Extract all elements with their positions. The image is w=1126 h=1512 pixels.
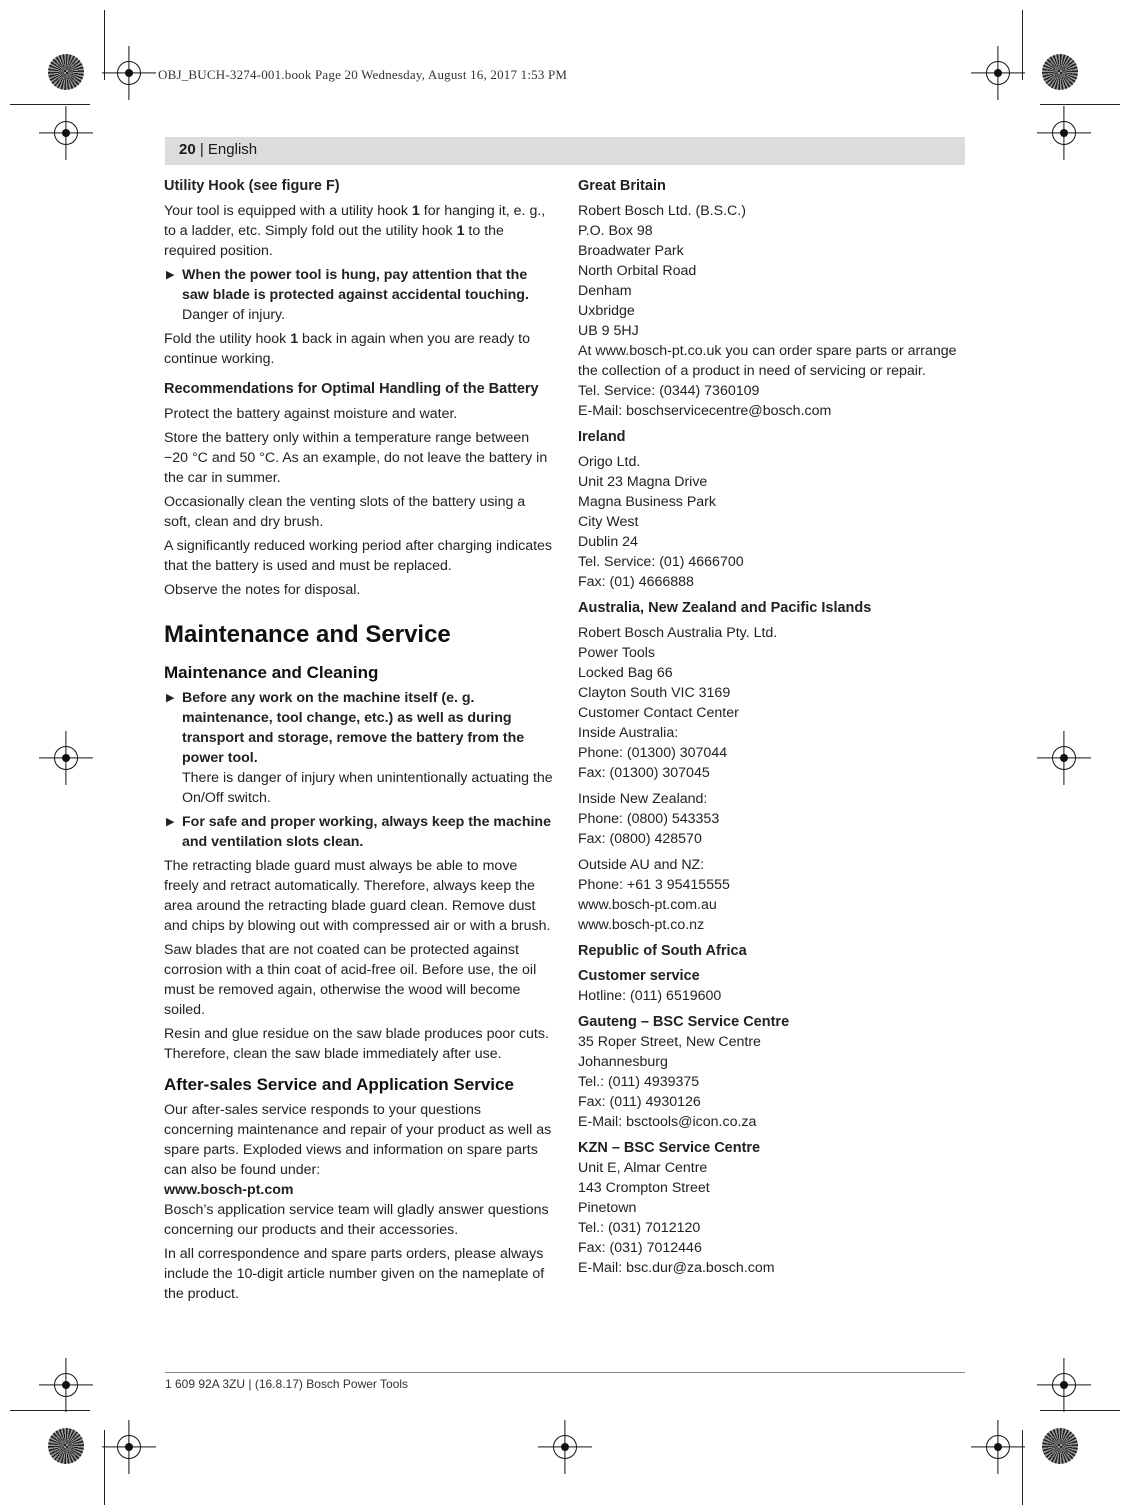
bullet-triangle-icon: ▶: [166, 269, 175, 281]
registration-mark-icon: [54, 1373, 78, 1397]
utility-hook-warning: ▶ When the power tool is hung, pay attention that the saw blade is protected against accidental touching. Danger of injury.: [166, 267, 529, 323]
right-column: [578, 176, 978, 1284]
registration-mark-icon: [54, 746, 78, 770]
gauteng-heading: Gauteng – BSC Service Centre: [578, 1014, 790, 1030]
great-britain-contact: Tel. Service: (0344) 7360109 E-Mail: boschservicecentre@bosch.com: [578, 383, 832, 419]
ireland-address: Origo Ltd. Unit 23 Magna Drive Magna Business Park City West Dublin 24 Tel. Service: (01) 4666700 Fax: (01) 4666888: [578, 454, 744, 590]
outside-au-nz-contact: Outside AU and NZ: Phone: +61 3 95415555 www.bosch-pt.com.au www.bosch-pt.co.nz: [578, 857, 730, 933]
color-target-icon: [1042, 54, 1078, 90]
page-number: 20: [179, 141, 196, 158]
registration-mark-icon: [986, 1435, 1010, 1459]
crop-mark: [104, 10, 105, 80]
registration-mark-icon: [1052, 746, 1076, 770]
crop-mark: [1022, 10, 1023, 80]
after-sales-paragraph: In all correspondence and spare parts orders, please always include the 10‑digit article number given on the nameplate of the product.: [164, 1246, 545, 1302]
maintenance-cleaning-heading: Maintenance and Cleaning: [164, 663, 379, 682]
great-britain-note: At www.bosch-pt.co.uk you can order spare parts or arrange the collection of a product in need of servicing or repair.: [578, 343, 957, 379]
after-sales-paragraph: Our after-sales service responds to your questions concerning maintenance and repair of your product as well as spare parts. Exploded views and information on spare parts can also be found under:: [164, 1102, 552, 1178]
battery-heading: Recommendations for Optimal Handling of the Battery: [164, 381, 539, 397]
bullet-triangle-icon: ▶: [166, 692, 175, 704]
battery-paragraph: Observe the notes for disposal.: [164, 582, 361, 598]
after-sales-heading: After-sales Service and Application Service: [164, 1075, 514, 1094]
maintenance-warning-clean: ▶ For safe and proper working, always keep the machine and ventilation slots clean.: [166, 814, 551, 850]
south-africa-heading: Republic of South Africa: [578, 943, 747, 959]
customer-service-heading: Customer service: [578, 968, 700, 984]
registration-mark-icon: [986, 61, 1010, 85]
crop-mark: [1040, 1410, 1120, 1411]
maintenance-warning-battery: ▶ Before any work on the machine itself (e. g. maintenance, tool change, etc.) as well as during transport and storage, remove the battery from the power tool. There is danger of injury when unintentionally actuating the On/Off switch.: [166, 690, 553, 806]
registration-mark-icon: [117, 1435, 141, 1459]
crop-mark: [10, 1410, 90, 1411]
page-label: 20 | English: [179, 141, 258, 158]
battery-paragraph: Protect the battery against moisture and water.: [164, 406, 458, 422]
registration-mark-icon: [54, 121, 78, 145]
great-britain-heading: Great Britain: [578, 178, 666, 194]
battery-paragraph: A significantly reduced working period after charging indicates that the battery is used and must be replaced.: [164, 538, 553, 574]
registration-mark-icon: [1052, 1373, 1076, 1397]
battery-paragraph: Occasionally clean the venting slots of the battery using a soft, clean and dry brush.: [164, 494, 526, 530]
print-slug: OBJ_BUCH-3274-001.book Page 20 Wednesday, August 16, 2017 1:53 PM: [158, 67, 568, 82]
maintenance-paragraph: Resin and glue residue on the saw blade produces poor cuts. Therefore, clean the saw blade immediately after use.: [164, 1026, 549, 1062]
crop-mark: [1022, 1430, 1023, 1505]
ireland-heading: Ireland: [578, 429, 626, 445]
kzn-address: Unit E, Almar Centre 143 Crompton Street Pinetown Tel.: (031) 7012120 Fax: (031) 7012446 E-Mail: bsc.dur@za.bosch.com: [578, 1160, 775, 1276]
crop-mark: [1040, 104, 1120, 105]
section-name: English: [207, 141, 258, 158]
color-target-icon: [48, 1428, 84, 1464]
new-zealand-contact: Inside New Zealand: Phone: (0800) 543353 Fax: (0800) 428570: [578, 791, 720, 847]
australia-heading: Australia, New Zealand and Pacific Islands: [578, 600, 872, 616]
page-footer: 1 609 92A 3ZU | (16.8.17) Bosch Power Tools: [165, 1377, 409, 1391]
color-target-icon: [48, 54, 84, 90]
utility-hook-fold-paragraph: Fold the utility hook 1 back in again when you are ready to continue working.: [164, 331, 530, 367]
customer-service-hotline: Hotline: (011) 6519600: [578, 988, 722, 1004]
utility-hook-heading: Utility Hook (see figure F): [164, 178, 340, 194]
after-sales-paragraph: Bosch’s application service team will gladly answer questions concerning our products and their accessories.: [164, 1202, 549, 1238]
battery-paragraph: Store the battery only within a temperature range between −20 °C and 50 °C. As an example, do not leave the battery in the car in summer.: [164, 430, 548, 486]
bullet-triangle-icon: ▶: [166, 816, 175, 828]
crop-mark: [104, 1430, 105, 1505]
australia-address: Robert Bosch Australia Pty. Ltd. Power Tools Locked Bag 66 Clayton South VIC 3169 Customer Contact Center Inside Australia: Phone: (01300) 307044 Fax: (01300) 307045: [578, 625, 778, 781]
kzn-heading: KZN – BSC Service Centre: [578, 1140, 761, 1156]
bosch-pt-link[interactable]: www.bosch-pt.com: [164, 1182, 294, 1198]
great-britain-address: Robert Bosch Ltd. (B.S.C.) P.O. Box 98 Broadwater Park North Orbital Road Denham Uxbridge UB 9 5HJ: [578, 203, 746, 339]
crop-mark: [10, 104, 90, 105]
registration-mark-icon: [1052, 121, 1076, 145]
registration-mark-icon: [553, 1435, 577, 1459]
maintenance-service-heading: Maintenance and Service: [164, 621, 451, 648]
footer-rule: [165, 1372, 965, 1373]
registration-mark-icon: [117, 61, 141, 85]
utility-hook-paragraph: Your tool is equipped with a utility hook 1 for hanging it, e. g., to a ladder, etc. Simply fold out the utility hook 1 to the required position.: [164, 203, 546, 259]
color-target-icon: [1042, 1428, 1078, 1464]
maintenance-paragraph: Saw blades that are not coated can be protected against corrosion with a thin coat of acid-free oil. Before use, the oil must be removed again, otherwise the wood will become soiled.: [164, 942, 537, 1018]
gauteng-address: 35 Roper Street, New Centre Johannesburg Tel.: (011) 4939375 Fax: (011) 4930126 E-Mail: bsctools@icon.co.za: [578, 1034, 761, 1130]
running-header: [165, 137, 965, 165]
maintenance-paragraph: The retracting blade guard must always be able to move freely and retract automatically. Therefore, always keep the area around the retracting blade guard clean. Remove dust and chips by blowing out with compressed air or with a brush.: [164, 858, 551, 934]
left-column: [164, 176, 554, 1308]
